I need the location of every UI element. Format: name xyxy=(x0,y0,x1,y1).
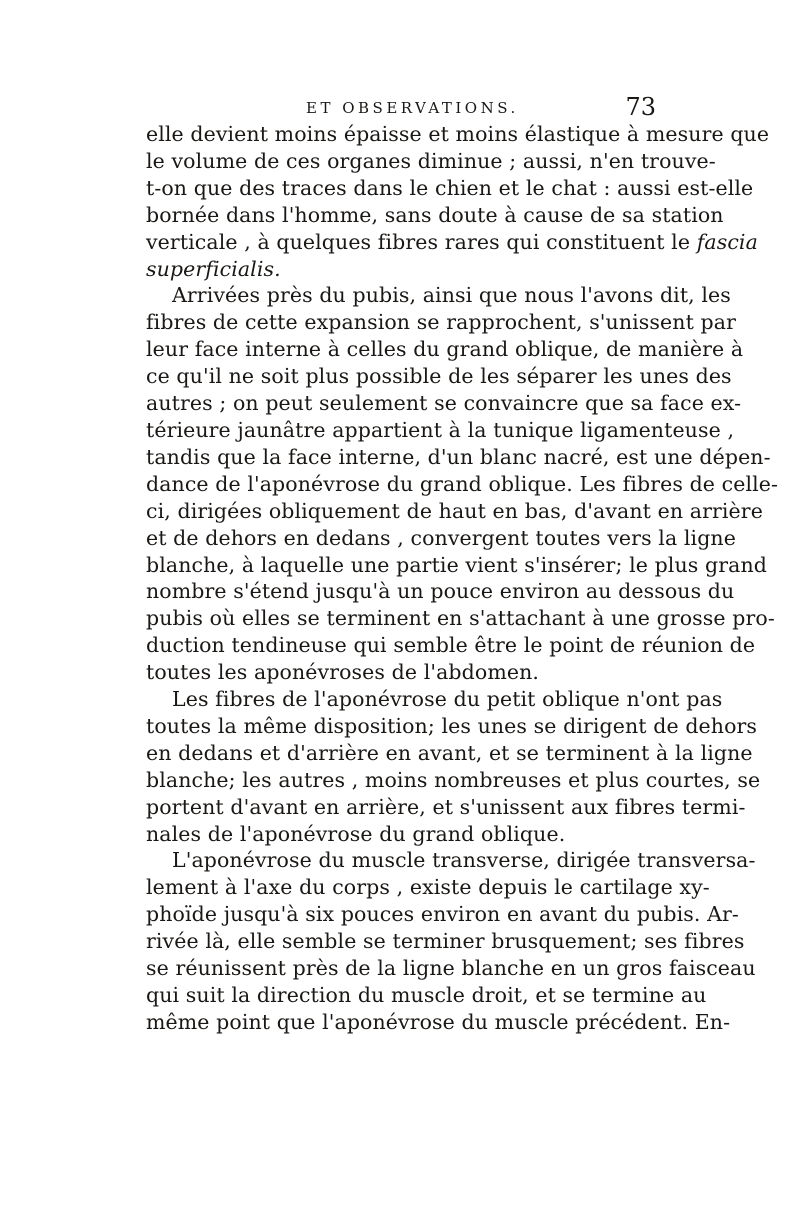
text-line: duction tendineuse qui semble être le point de réunion de xyxy=(146,633,756,658)
text-line: elle devient moins épaisse et moins élastique à mesure que xyxy=(146,122,770,146)
text-line: toutes les aponévroses de l'abdomen. xyxy=(146,660,540,685)
text-line: superficialis. xyxy=(146,256,281,281)
text-line: portent d'avant en arrière, et s'unissent aux fibres termi- xyxy=(146,794,746,819)
text-line: le volume de ces organes diminue ; aussi, n'en trouve- xyxy=(146,148,716,173)
text-line: et de dehors en dedans , convergent toutes vers la ligne xyxy=(146,525,736,550)
paragraph-start: Arrivées près du pubis, ainsi que nous l'avons dit, les xyxy=(172,283,731,308)
running-head: ET OBSERVATIONS. xyxy=(306,99,519,117)
text-line: pubis où elles se terminent en s'attachant à une grosse pro- xyxy=(146,606,775,631)
text-line: toutes la même disposition; les unes se dirigent de dehors xyxy=(146,713,758,738)
text-line: ci, dirigées obliquement de haut en bas, d'avant en arrière xyxy=(146,498,763,523)
text-fragment: verticale , à quelques fibres rares qui constituent le xyxy=(146,229,691,254)
text-line: nales de l'aponévrose du grand oblique. xyxy=(146,821,566,846)
text-line: rivée là, elle semble se terminer brusquement; ses fibres xyxy=(146,929,745,954)
text-line: leur face interne à celles du grand oblique, de manière à xyxy=(146,337,744,362)
text-line: se réunissent près de la ligne blanche en un gros faisceau xyxy=(146,956,756,981)
text-line: qui suit la direction du muscle droit, et se termine au xyxy=(146,983,707,1007)
text-line: ce qu'il ne soit plus possible de les séparer les unes des xyxy=(146,364,732,389)
text-line: fibres de cette expansion se rapprochent, s'unissent par xyxy=(146,310,736,335)
text-line: nombre s'étend jusqu'à un pouce environ au dessous du xyxy=(146,579,735,604)
text-line: lement à l'axe du corps , existe depuis le cartilage xy- xyxy=(146,875,710,900)
text-line: térieure jaunâtre appartient à la tunique ligamenteuse , xyxy=(146,417,735,442)
text-line: autres ; on peut seulement se convaincre que sa face ex- xyxy=(146,391,742,416)
text-line: bornée dans l'homme, sans doute à cause de sa station xyxy=(146,202,724,227)
text-line: blanche, à laquelle une partie vient s'insérer; le plus grand xyxy=(146,552,767,577)
text-line: blanche; les autres , moins nombreuses et plus courtes, se xyxy=(146,767,761,792)
text-line: même point que l'aponévrose du muscle précédent. En- xyxy=(146,1009,731,1034)
paragraph-start: L'aponévrose du muscle transverse, dirigée transversa- xyxy=(172,848,756,873)
paragraph-start: Les fibres de l'aponévrose du petit oblique n'ont pas xyxy=(172,687,723,712)
page-number: 73 xyxy=(625,93,656,121)
text-line xyxy=(146,229,758,256)
text-line: dance de l'aponévrose du grand oblique. Les fibres de celle- xyxy=(146,471,779,496)
text-line: tandis que la face interne, d'un blanc nacré, est une dépen- xyxy=(146,444,771,469)
text-line: en dedans et d'arrière en avant, et se terminent à la ligne xyxy=(146,740,753,765)
text-line: phoïde jusqu'à six pouces environ en avant du pubis. Ar- xyxy=(146,902,739,927)
text-line: t-on que des traces dans le chien et le chat : aussi est-elle xyxy=(146,175,754,200)
body-text xyxy=(146,121,779,1036)
italic-term: fascia xyxy=(696,229,758,254)
